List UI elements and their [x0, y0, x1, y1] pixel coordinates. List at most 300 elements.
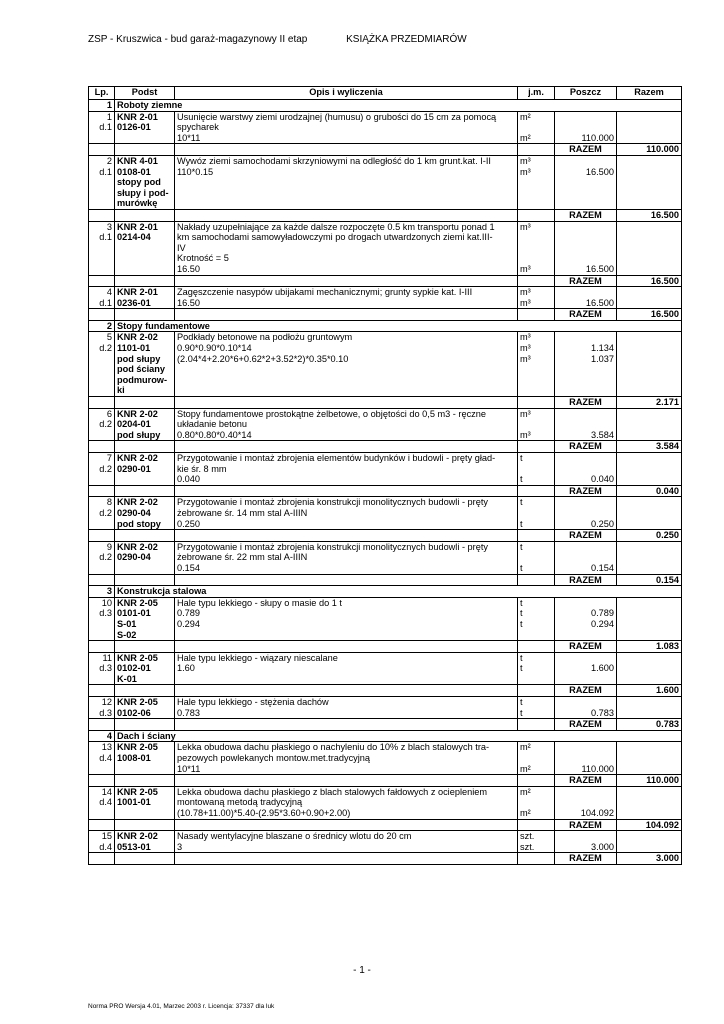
sum-row — [89, 853, 682, 865]
sum-value: 16.500 — [617, 309, 682, 321]
sum-row — [89, 574, 682, 586]
sum-row — [89, 309, 682, 321]
software-imprint: Norma PRO Wersja 4.01, Marzec 2003 r. Licencja: 37337 dla luk — [88, 1003, 275, 1010]
position-row — [89, 742, 682, 775]
sum-value: 110.000 — [617, 144, 682, 156]
position-lp — [89, 742, 115, 775]
sum-row — [89, 441, 682, 453]
position-row — [89, 287, 682, 309]
section-number: 4 — [89, 730, 115, 742]
sum-empty — [175, 530, 518, 542]
sum-empty — [115, 685, 175, 697]
calc-expression: 0.789 — [177, 608, 200, 619]
position-lp — [89, 408, 115, 441]
position-total-cell — [617, 652, 682, 685]
sum-row — [89, 819, 682, 831]
sum-empty — [89, 641, 115, 653]
spacer — [557, 253, 614, 264]
sum-label: RAZEM — [555, 485, 617, 497]
col-razem: Razem — [617, 87, 682, 100]
basis-line: 0290-01 — [117, 463, 151, 474]
table-header-row — [89, 87, 682, 100]
basis-line: 0290-04 — [117, 552, 151, 563]
position-basis — [115, 221, 175, 275]
calc-value: 3.584 — [591, 429, 614, 440]
description-unit: m³ — [520, 155, 531, 166]
sum-empty — [115, 819, 175, 831]
sum-row — [89, 775, 682, 787]
sum-empty — [518, 485, 555, 497]
position-lp — [89, 786, 115, 819]
position-lp — [89, 652, 115, 685]
sum-label: RAZEM — [555, 441, 617, 453]
position-row — [89, 453, 682, 486]
description-line: Stopy fundamentowe prostokątne żelbetowe, o objętości do 0,5 m3 - ręczne — [177, 408, 486, 419]
spacer — [520, 232, 552, 243]
position-description — [175, 453, 518, 486]
position-number: 15 — [101, 831, 112, 842]
position-number: 4 — [106, 287, 112, 298]
spacer — [557, 697, 614, 708]
calc-label: S-02 — [117, 629, 137, 640]
position-basis — [115, 742, 175, 775]
position-row — [89, 221, 682, 275]
position-basis — [115, 453, 175, 486]
position-total-cell — [617, 332, 682, 397]
description-unit: t — [520, 652, 523, 663]
position-chapter: d.1 — [99, 297, 112, 308]
position-values — [555, 742, 617, 775]
basis-line: słupy i pod- — [117, 187, 169, 198]
sum-empty — [115, 530, 175, 542]
sum-empty — [518, 441, 555, 453]
sum-label: RAZEM — [555, 397, 617, 409]
sum-empty — [89, 775, 115, 787]
basis-line: KNR 4-01 — [117, 155, 158, 166]
position-chapter: d.3 — [99, 707, 112, 718]
spacer — [557, 453, 614, 464]
position-description — [175, 408, 518, 441]
basis-line: KNR 2-05 — [117, 597, 158, 608]
calc-expression: 10*11 — [177, 132, 201, 143]
sum-empty — [518, 209, 555, 221]
position-row — [89, 111, 682, 144]
sum-empty — [175, 641, 518, 653]
spacer — [557, 232, 614, 243]
calc-value: 0.294 — [591, 618, 614, 629]
calc-value: 0.040 — [591, 474, 614, 485]
sum-empty — [175, 719, 518, 731]
sum-label: RAZEM — [555, 685, 617, 697]
basis-line: 0108-01 — [117, 166, 151, 177]
description-line: spycharek — [177, 122, 219, 133]
position-lp — [89, 111, 115, 144]
position-unit — [518, 652, 555, 685]
sum-empty — [518, 574, 555, 586]
spacer — [557, 497, 614, 508]
description-line: IV — [177, 242, 186, 253]
position-values — [555, 221, 617, 275]
spacer — [557, 332, 614, 343]
spacer — [557, 287, 614, 298]
sum-empty — [89, 144, 115, 156]
sum-label: RAZEM — [555, 144, 617, 156]
position-chapter: d.2 — [99, 552, 112, 563]
description-unit: t — [520, 697, 523, 708]
position-unit — [518, 221, 555, 275]
basis-line: 1008-01 — [117, 753, 151, 764]
sum-value: 104.092 — [617, 819, 682, 831]
calc-value: 0.789 — [591, 608, 614, 619]
position-description — [175, 332, 518, 397]
position-unit — [518, 332, 555, 397]
calc-value: 110.000 — [581, 132, 614, 143]
calc-expression: 0.294 — [177, 618, 200, 629]
description-line: km samochodami samowyładowczymi po drogach utwardzonych ziemi kat.III- — [177, 232, 493, 243]
sum-label: RAZEM — [555, 641, 617, 653]
sum-empty — [115, 144, 175, 156]
spacer — [520, 122, 552, 133]
sum-empty — [518, 530, 555, 542]
sum-empty — [175, 441, 518, 453]
position-chapter: d.3 — [99, 608, 112, 619]
sum-empty — [89, 853, 115, 865]
description-unit: m² — [520, 786, 531, 797]
sum-empty — [518, 309, 555, 321]
description-unit: t — [520, 541, 523, 552]
spacer — [557, 419, 614, 430]
sum-empty — [89, 397, 115, 409]
position-row — [89, 497, 682, 530]
basis-line: stopy pod — [117, 177, 161, 188]
calc-expression: (10.78+11.00)*5.40-(2.95*3.60+0.90+2.00) — [177, 808, 351, 818]
sum-empty — [518, 275, 555, 287]
position-chapter: d.2 — [99, 343, 112, 354]
position-total-cell — [617, 111, 682, 144]
section-number: 3 — [89, 586, 115, 598]
position-chapter: d.3 — [99, 663, 112, 674]
position-basis — [115, 155, 175, 209]
sum-row — [89, 719, 682, 731]
position-unit — [518, 742, 555, 775]
position-basis — [115, 497, 175, 530]
position-number: 14 — [101, 786, 112, 797]
sum-value: 0.250 — [617, 530, 682, 542]
calc-value: 0.783 — [591, 707, 614, 718]
sum-empty — [175, 397, 518, 409]
position-chapter: d.4 — [99, 841, 112, 852]
position-unit — [518, 597, 555, 640]
spacer — [557, 464, 614, 475]
position-unit — [518, 111, 555, 144]
position-values — [555, 597, 617, 640]
calc-value: 1.134 — [591, 343, 614, 354]
basis-line: 0102-06 — [117, 707, 151, 718]
sum-empty — [175, 775, 518, 787]
position-values — [555, 831, 617, 853]
spacer — [520, 419, 552, 430]
sum-empty — [115, 641, 175, 653]
description-unit: t — [520, 597, 523, 608]
position-number: 7 — [106, 453, 112, 463]
sum-empty — [518, 397, 555, 409]
spacer — [520, 508, 552, 519]
sum-empty — [89, 441, 115, 453]
sum-empty — [175, 819, 518, 831]
description-line: układanie betonu — [177, 419, 247, 430]
position-chapter: d.4 — [99, 753, 112, 764]
sum-empty — [518, 144, 555, 156]
position-lp — [89, 541, 115, 574]
basis-line: 0101-01 — [117, 608, 151, 619]
basis-line: KNR 2-02 — [117, 831, 158, 842]
description-unit: m² — [520, 742, 531, 753]
sum-empty — [518, 775, 555, 787]
calc-expression: 1.60 — [177, 663, 195, 674]
position-unit — [518, 497, 555, 530]
position-description — [175, 497, 518, 530]
basis-line: 0102-01 — [117, 663, 151, 674]
sum-label: RAZEM — [555, 853, 617, 865]
basis-line: KNR 2-02 — [117, 408, 158, 419]
description-line: montowaną metodą tradycyjną — [177, 797, 303, 808]
position-values — [555, 453, 617, 486]
calc-unit: t — [520, 707, 523, 718]
description-line: pezowych powlekanych montow.met.tradycyjną — [177, 753, 371, 764]
sum-empty — [115, 275, 175, 287]
calc-label: pod stopy — [117, 518, 161, 529]
spacer — [557, 409, 614, 420]
basis-line: KNR 2-05 — [117, 742, 158, 753]
position-description — [175, 541, 518, 574]
position-values — [555, 332, 617, 397]
spacer — [520, 243, 552, 254]
sum-empty — [89, 209, 115, 221]
position-values — [555, 652, 617, 685]
description-unit: t — [520, 497, 523, 508]
description-unit: m³ — [520, 332, 531, 343]
description-line: Nakłady uzupełniające za każde dalsze rozpoczęte 0.5 km transportu ponad 1 — [177, 221, 495, 232]
position-description — [175, 652, 518, 685]
position-row — [89, 155, 682, 209]
description-line: Podkłady betonowe na podłożu gruntowym — [177, 332, 353, 343]
spacer — [557, 122, 614, 133]
section-title: Dach i ściany — [115, 730, 682, 742]
basis-line: 0204-01 — [117, 419, 151, 430]
description-line: Lekka obudowa dachu płaskiego o nachyleniu do 10% z blach stalowych tra- — [177, 742, 490, 753]
sum-label: RAZEM — [555, 819, 617, 831]
position-basis — [115, 111, 175, 144]
position-lp — [89, 332, 115, 397]
position-description — [175, 155, 518, 209]
basis-line: 1101-01 — [117, 343, 151, 354]
description-line: Krotność = 5 — [177, 253, 229, 264]
basis-line: KNR 2-02 — [117, 497, 158, 508]
sum-value: 110.000 — [617, 775, 682, 787]
position-unit — [518, 831, 555, 853]
position-lp — [89, 697, 115, 719]
project-title: ZSP - Kruszwica - bud garaż-magazynowy II etap — [88, 34, 308, 45]
position-lp — [89, 221, 115, 275]
position-basis — [115, 831, 175, 853]
document-title: KSIĄŻKA PRZEDMIARÓW — [346, 34, 467, 45]
spacer — [557, 742, 614, 753]
sum-label: RAZEM — [555, 775, 617, 787]
position-chapter: d.2 — [99, 463, 112, 474]
section-title: Stopy fundamentowe — [115, 320, 682, 332]
position-total-cell — [617, 597, 682, 640]
description-line: Usunięcie warstwy ziemi urodzajnej (humusu) o grubości do 15 cm za pomocą — [177, 111, 497, 122]
position-row — [89, 332, 682, 397]
position-lp — [89, 497, 115, 530]
bill-of-quantities-table — [88, 86, 682, 865]
position-row — [89, 408, 682, 441]
position-unit — [518, 453, 555, 486]
position-description — [175, 111, 518, 144]
sum-value: 1.083 — [617, 641, 682, 653]
sum-value: 0.154 — [617, 574, 682, 586]
basis-line: KNR 2-01 — [117, 287, 158, 298]
section-title: Roboty ziemne — [115, 100, 682, 112]
position-number: 13 — [101, 742, 112, 753]
basis-line: 0126-01 — [117, 122, 151, 133]
position-row — [89, 652, 682, 685]
position-total-cell — [617, 697, 682, 719]
calc-unit: m³ — [520, 353, 531, 364]
description-unit: szt. — [520, 831, 535, 842]
sum-empty — [115, 397, 175, 409]
position-basis — [115, 652, 175, 685]
spacer — [557, 112, 614, 123]
calc-expression: 0.040 — [177, 474, 200, 485]
position-total-cell — [617, 742, 682, 775]
section-title: Konstrukcja stalowa — [115, 586, 682, 598]
calc-label: S-01 — [117, 618, 137, 629]
position-values — [555, 408, 617, 441]
sum-empty — [518, 641, 555, 653]
calc-unit: t — [520, 663, 523, 674]
position-number: 12 — [101, 697, 112, 708]
spacer — [557, 243, 614, 254]
sum-value: 16.500 — [617, 275, 682, 287]
sum-label: RAZEM — [555, 275, 617, 287]
calc-unit: t — [520, 518, 523, 529]
sum-row — [89, 397, 682, 409]
position-total-cell — [617, 497, 682, 530]
calc-label: K-01 — [117, 673, 137, 684]
position-number: 8 — [106, 497, 112, 508]
position-number: 9 — [106, 541, 112, 552]
sum-empty — [175, 685, 518, 697]
position-number: 5 — [106, 332, 112, 343]
position-basis — [115, 332, 175, 397]
position-unit — [518, 155, 555, 209]
page-number: - 1 - — [353, 965, 371, 976]
description-line: Wywóz ziemi samochodami skrzyniowymi na odległość do 1 km grunt.kat. I-II — [177, 155, 491, 166]
description-unit: m³ — [520, 287, 531, 298]
basis-line: KNR 2-05 — [117, 697, 158, 708]
description-line: Hale typu lekkiego - wiązary niescalane — [177, 652, 338, 663]
col-jm: j.m. — [518, 87, 555, 100]
calc-unit: t — [520, 474, 523, 485]
basis-line: 1001-01 — [117, 797, 151, 808]
position-description — [175, 742, 518, 775]
sum-row — [89, 209, 682, 221]
sum-empty — [175, 275, 518, 287]
calc-expression: 0.250 — [177, 518, 200, 529]
position-total-cell — [617, 541, 682, 574]
calc-unit: m³ — [520, 166, 531, 177]
calc-value: 16.500 — [585, 297, 614, 308]
sum-row — [89, 275, 682, 287]
section-number: 2 — [89, 320, 115, 332]
calc-value: 1.037 — [591, 353, 614, 364]
sum-empty — [518, 819, 555, 831]
description-line: Hale typu lekkiego - stężenia dachów — [177, 697, 329, 708]
position-values — [555, 287, 617, 309]
calc-value: 3.000 — [591, 841, 614, 852]
sum-empty — [89, 530, 115, 542]
sum-empty — [115, 574, 175, 586]
sum-empty — [89, 819, 115, 831]
position-total-cell — [617, 221, 682, 275]
basis-line: 0214-04 — [117, 232, 151, 243]
sum-empty — [89, 685, 115, 697]
description-line: żebrowane śr. 14 mm stal A-IIIN — [177, 507, 308, 518]
position-chapter: d.2 — [99, 507, 112, 518]
basis-line: KNR 2-01 — [117, 111, 158, 122]
calc-expression: 0.80*0.80*0.40*14 — [177, 429, 252, 440]
description-line: kie śr. 8 mm — [177, 463, 227, 474]
col-opis: Opis i wyliczenia — [175, 87, 518, 100]
spacer — [520, 464, 552, 475]
sum-label: RAZEM — [555, 574, 617, 586]
sum-empty — [175, 144, 518, 156]
description-line: Zagęszczenie nasypów ubijakami mechanicznymi; grunty sypkie kat. I-III — [177, 287, 473, 298]
sum-empty — [115, 775, 175, 787]
spacer — [557, 598, 614, 609]
position-number: 2 — [106, 155, 112, 166]
calc-label: pod słupy — [117, 353, 161, 364]
position-values — [555, 541, 617, 574]
sum-label: RAZEM — [555, 530, 617, 542]
position-total-cell — [617, 453, 682, 486]
sum-empty — [89, 309, 115, 321]
spacer — [557, 156, 614, 167]
sum-empty — [89, 485, 115, 497]
basis-line: KNR 2-05 — [117, 652, 158, 663]
calc-unit: t — [520, 608, 523, 619]
position-description — [175, 597, 518, 640]
position-number: 10 — [101, 597, 112, 608]
position-values — [555, 155, 617, 209]
calc-unit: m³ — [520, 297, 531, 308]
calc-expression: (2.04*4+2.20*6+0.62*2+3.52*2)*0.35*0.10 — [177, 353, 349, 364]
col-podst: Podst — [115, 87, 175, 100]
position-total-cell — [617, 408, 682, 441]
basis-line: KNR 2-05 — [117, 786, 158, 797]
sum-empty — [518, 685, 555, 697]
spacer — [557, 653, 614, 664]
calc-expression: 0.90*0.90*0.10*14 — [177, 343, 252, 354]
position-number: 3 — [106, 221, 112, 232]
position-lp — [89, 155, 115, 209]
sum-value: 2.171 — [617, 397, 682, 409]
sum-label: RAZEM — [555, 309, 617, 321]
sum-value: 0.040 — [617, 485, 682, 497]
sum-empty — [89, 275, 115, 287]
sum-empty — [89, 574, 115, 586]
